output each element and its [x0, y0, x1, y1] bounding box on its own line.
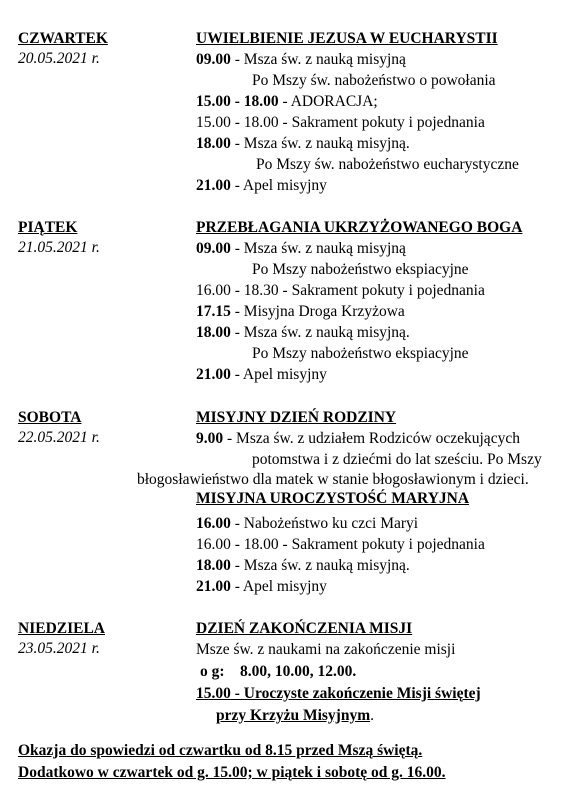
day-heading-sunday: DZIEŃ ZAKOŃCZENIA MISJI [196, 620, 413, 637]
schedule-text: Po Mszy nabożeństwo ekspiacyjne [252, 261, 469, 278]
day-name-thursday: CZWARTEK [18, 30, 108, 47]
schedule-line [196, 281, 485, 301]
schedule-text: - Msza św. z nauką misyjną. [230, 135, 410, 152]
schedule-text: - Misyjna Droga Krzyżowa [230, 303, 405, 320]
schedule-text: Po Mszy św. nabożeństwo o powołania [252, 72, 496, 89]
schedule-text: - Apel misyjny [230, 177, 327, 194]
schedule-text: - Uroczyste zakończenie Misji świętej [230, 685, 481, 702]
schedule-line [196, 684, 481, 704]
schedule-line [196, 429, 520, 449]
day-date-thursday: 20.05.2021 r. [18, 50, 100, 67]
day-subheading-saturday: MISYJNA UROCZYSTOŚĆ MARYJNA [196, 490, 470, 507]
schedule-time: 18.00 [196, 557, 231, 574]
schedule-time: 15.00 [196, 685, 231, 702]
schedule-time: 21.00 [196, 177, 231, 194]
schedule-line [252, 344, 469, 364]
day-date-sunday: 23.05.2021 r. [18, 640, 100, 657]
schedule-time: 16.00 - 18.30 [196, 282, 279, 299]
schedule-line [196, 535, 485, 555]
schedule-line [196, 176, 327, 196]
schedule-text: Po Mszy św. nabożeństwo eucharystyczne [256, 156, 519, 173]
schedule-line [196, 134, 410, 154]
day-heading-friday: PRZEBŁAGANIA UKRZYŻOWANEGO BOGA [196, 219, 523, 236]
schedule-line [196, 92, 378, 112]
schedule-time: 09.00 [196, 240, 231, 257]
schedule-text: - Sakrament pokuty i pojednania [278, 536, 485, 553]
schedule-text: potomstwa i z dziećmi do lat sześciu. Po Mszy [252, 451, 542, 468]
schedule-line [196, 556, 410, 576]
schedule-text: błogosławieństwo dla matek w stanie błogosławionym i dzieci. [137, 471, 529, 488]
schedule-text: - Apel misyjny [230, 578, 327, 595]
footer-note-1: Okazja do spowiedzi od czwartku od 8.15 przed Mszą świętą. [18, 742, 423, 759]
day-date-saturday: 22.05.2021 r. [18, 429, 100, 446]
schedule-line [196, 50, 406, 70]
schedule-text: Po Mszy nabożeństwo ekspiacyjne [252, 345, 469, 362]
schedule-line [137, 470, 529, 490]
day-name-sunday: NIEDZIELA [18, 620, 105, 637]
day-date-friday: 21.05.2021 r. [18, 239, 100, 256]
footer-note-2: Dodatkowo w czwartek od g. 15.00; w piątek i sobotę od g. 16.00. [18, 764, 446, 781]
schedule-text: - Msza św. z nauką misyjną. [230, 324, 410, 341]
schedule-time: 21.00 [196, 578, 231, 595]
schedule-time: 17.15 [196, 303, 231, 320]
schedule-line [196, 113, 485, 133]
schedule-line [196, 365, 327, 385]
schedule-line [196, 323, 410, 343]
schedule-line [196, 514, 418, 534]
day-name-saturday: SOBOTA [18, 409, 82, 426]
schedule-line [196, 577, 327, 597]
schedule-text: o g: 8.00, 10.00, 12.00. [200, 663, 357, 680]
schedule-line [252, 450, 542, 470]
schedule-time: 21.00 [196, 366, 231, 383]
schedule-text: przy Krzyżu Misyjnym [216, 707, 371, 724]
schedule-time: 16.00 - 18.00 [196, 536, 279, 553]
schedule-time: 09.00 [196, 51, 231, 68]
schedule-time: 18.00 [196, 135, 231, 152]
schedule-text: - Sakrament pokuty i pojednania [278, 282, 485, 299]
schedule-text: - Sakrament pokuty i pojednania [278, 114, 485, 131]
schedule-line [196, 239, 406, 259]
schedule-text: - Msza św. z nauką misyjną [230, 51, 406, 68]
schedule-line [196, 640, 455, 660]
schedule-time: 18.00 [196, 324, 231, 341]
schedule-line [196, 302, 405, 322]
schedule-text: - ADORACJA; [278, 93, 378, 110]
day-name-friday: PIĄTEK [18, 219, 78, 236]
schedule-line [252, 71, 496, 91]
schedule-line [256, 155, 519, 175]
schedule-line [252, 260, 469, 280]
schedule-time: 9.00 [196, 430, 224, 447]
day-heading-thursday: UWIELBIENIE JEZUSA W EUCHARYSTII [196, 30, 498, 47]
schedule-time: 16.00 [196, 515, 231, 532]
schedule-time: 15.00 - 18.00 [196, 114, 279, 131]
schedule-text: - Apel misyjny [230, 366, 327, 383]
schedule-line [200, 662, 356, 682]
schedule-text: - Msza św. z udziałem Rodziców oczekujących [223, 430, 520, 447]
schedule-line: przy Krzyżu Misyjnym. [216, 707, 374, 724]
schedule-time: 15.00 - 18.00 [196, 93, 279, 110]
schedule-text: Msze św. z naukami na zakończenie misji [196, 641, 456, 658]
schedule-text: - Nabożeństwo ku czci Maryi [230, 515, 419, 532]
schedule-text: - Msza św. z nauką misyjną [230, 240, 406, 257]
day-heading-saturday: MISYJNY DZIEŃ RODZINY [196, 409, 397, 426]
schedule-text: - Msza św. z nauką misyjną. [230, 557, 410, 574]
